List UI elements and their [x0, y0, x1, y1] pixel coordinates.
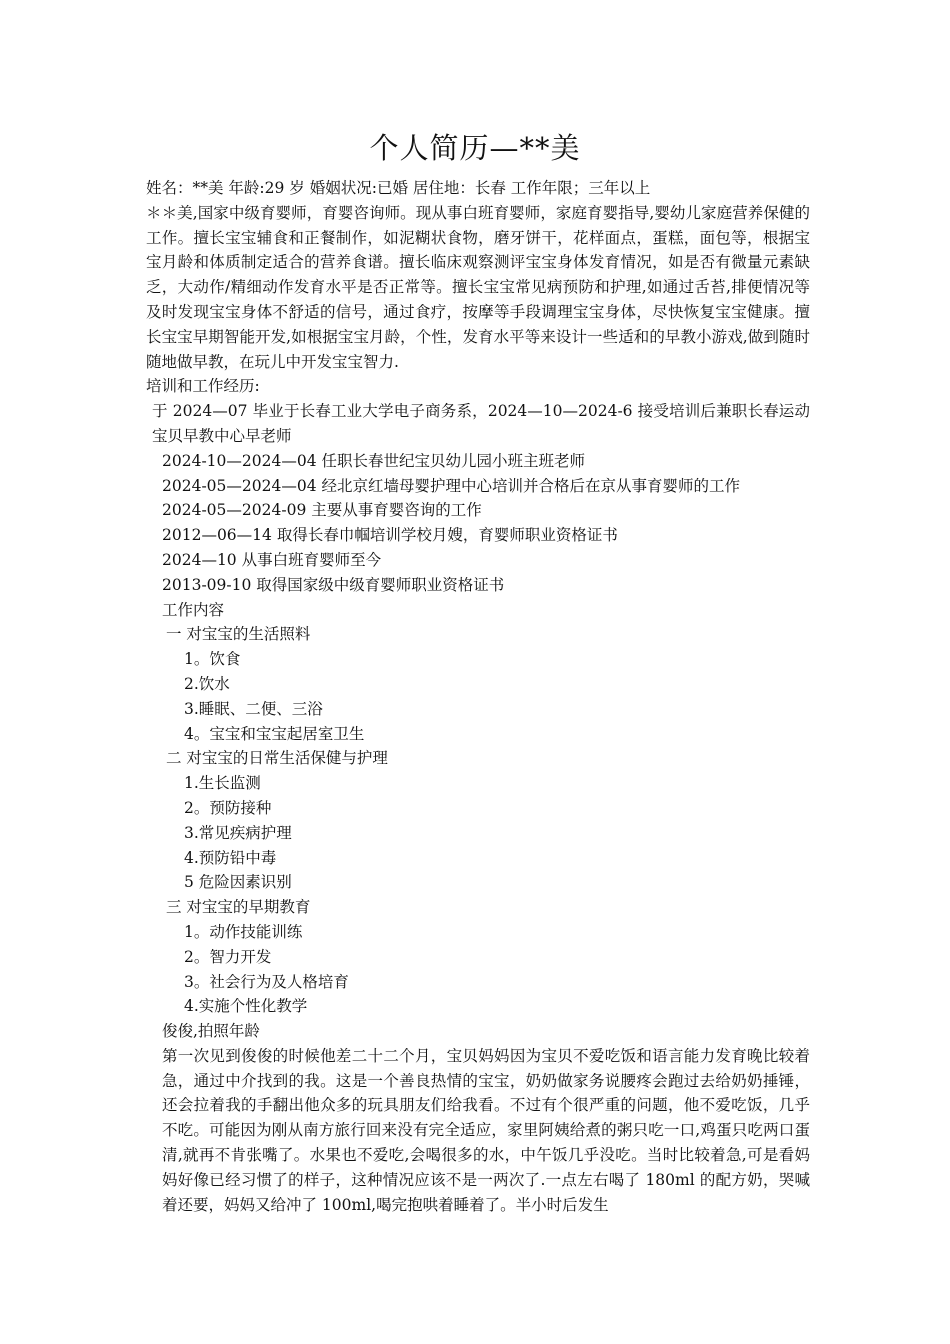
experience-item: 于 2024—07 毕业于长春工业大学电子商务系，2024—10—2024-6 接受培训后兼职长春运动宝贝早教中心早老师 — [152, 402, 810, 445]
list-item: 3.常见疾病护理 — [184, 823, 292, 842]
experience-item: 2024-05—2024-09 主要从事育婴咨询的工作 — [162, 501, 482, 520]
list-item: 3.睡眠、二便、三浴 — [184, 699, 323, 718]
list-item: 5 危险因素识别 — [184, 873, 292, 892]
work-heading: 工作内容 — [162, 600, 225, 619]
list-item: 2。预防接种 — [184, 798, 272, 817]
resume-body — [146, 176, 810, 1217]
list-item: 4.实施个性化教学 — [184, 997, 308, 1016]
experience-item: 2024-10—2024—04 任职长春世纪宝贝幼儿园小班主班老师 — [162, 451, 586, 470]
section-heading: 三 对宝宝的早期教育 — [166, 898, 311, 917]
intro-paragraph: ＊＊美,国家中级育婴师，育婴咨询师。现从事白班育婴师，家庭育婴指导,婴幼儿家庭营养保健的工作。擅长宝宝辅食和正餐制作，如泥糊状食物，磨牙饼干，花样面点，蛋糕，面包等，根据宝宝月龄和体质制定适合的营养食谱。擅长临床观察测评宝宝身体发育情况，如是否有微量元素缺乏，大动作/精细动作发育水平是否正常等。擅长宝宝常见病预防和护理,如通过舌苔,排便情况等及时发现宝宝身体不舒适的信号，通过食疗，按摩等手段调理宝宝身体，尽快恢复宝宝健康。擅长宝宝早期智能开发,如根据宝宝月龄，个性，发育水平等来设计一些适和的早教小游戏,做到随时随地做早教，在玩儿中开发宝宝智力. — [146, 203, 810, 371]
list-item: 2.饮水 — [184, 674, 230, 693]
list-item: 2。智力开发 — [184, 947, 272, 966]
experience-item: 2013-09-10 取得国家级中级育婴师职业资格证书 — [162, 575, 505, 594]
story-paragraph: 第一次见到俊俊的时候他差二十二个月，宝贝妈妈因为宝贝不爱吃饭和语言能力发育晚比较着急，通过中介找到的我。这是一个善良热情的宝宝，奶奶做家务说腰疼会跑过去给奶奶捶锤，还会拉着我的手翻出他众多的玩具朋友们给我看。不过有个很严重的问题，他不爱吃饭，几乎不吃。可能因为刚从南方旅行回来没有完全适应，家里阿姨给煮的粥只吃一口,鸡蛋只吃两口蛋清,就再不肯张嘴了。水果也不爱吃,会喝很多的水，中午饭几乎没吃。当时比较着急,可是看妈妈好像已经习惯了的样子，这种情况应该不是一两次了.一点左右喝了 180ml 的配方奶，哭喊着还要，妈妈又给冲了 100ml,喝完抱哄着睡着了。半小时后发生 — [162, 1046, 810, 1214]
section-heading: 一 对宝宝的生活照料 — [166, 625, 311, 644]
list-item: 1。动作技能训练 — [184, 922, 303, 941]
experience-item: 2024-05—2024—04 经北京红墙母婴护理中心培训并合格后在京从事育婴师的工作 — [162, 476, 741, 495]
experience-item: 2024—10 从事白班育婴师至今 — [162, 550, 382, 569]
list-item: 4。宝宝和宝宝起居室卫生 — [184, 724, 365, 743]
list-item: 4.预防铅中毒 — [184, 848, 277, 867]
page-title: 个人简历—**美 — [369, 131, 581, 165]
list-item: 1.生长监测 — [184, 774, 261, 793]
experience-heading: 培训和工作经历: — [146, 377, 260, 396]
section-heading: 二 对宝宝的日常生活保健与护理 — [166, 749, 388, 768]
list-item: 3。社会行为及人格培育 — [184, 972, 349, 991]
list-item: 1。饮食 — [184, 650, 241, 669]
profile-line: 姓名：**美 年龄:29 岁 婚姻状况:已婚 居住地：长春 工作年限；三年以上 — [146, 179, 651, 197]
story-heading: 俊俊,拍照年龄 — [162, 1022, 260, 1041]
experience-item: 2012—06—14 取得长春巾帼培训学校月嫂，育婴师职业资格证书 — [162, 526, 618, 545]
